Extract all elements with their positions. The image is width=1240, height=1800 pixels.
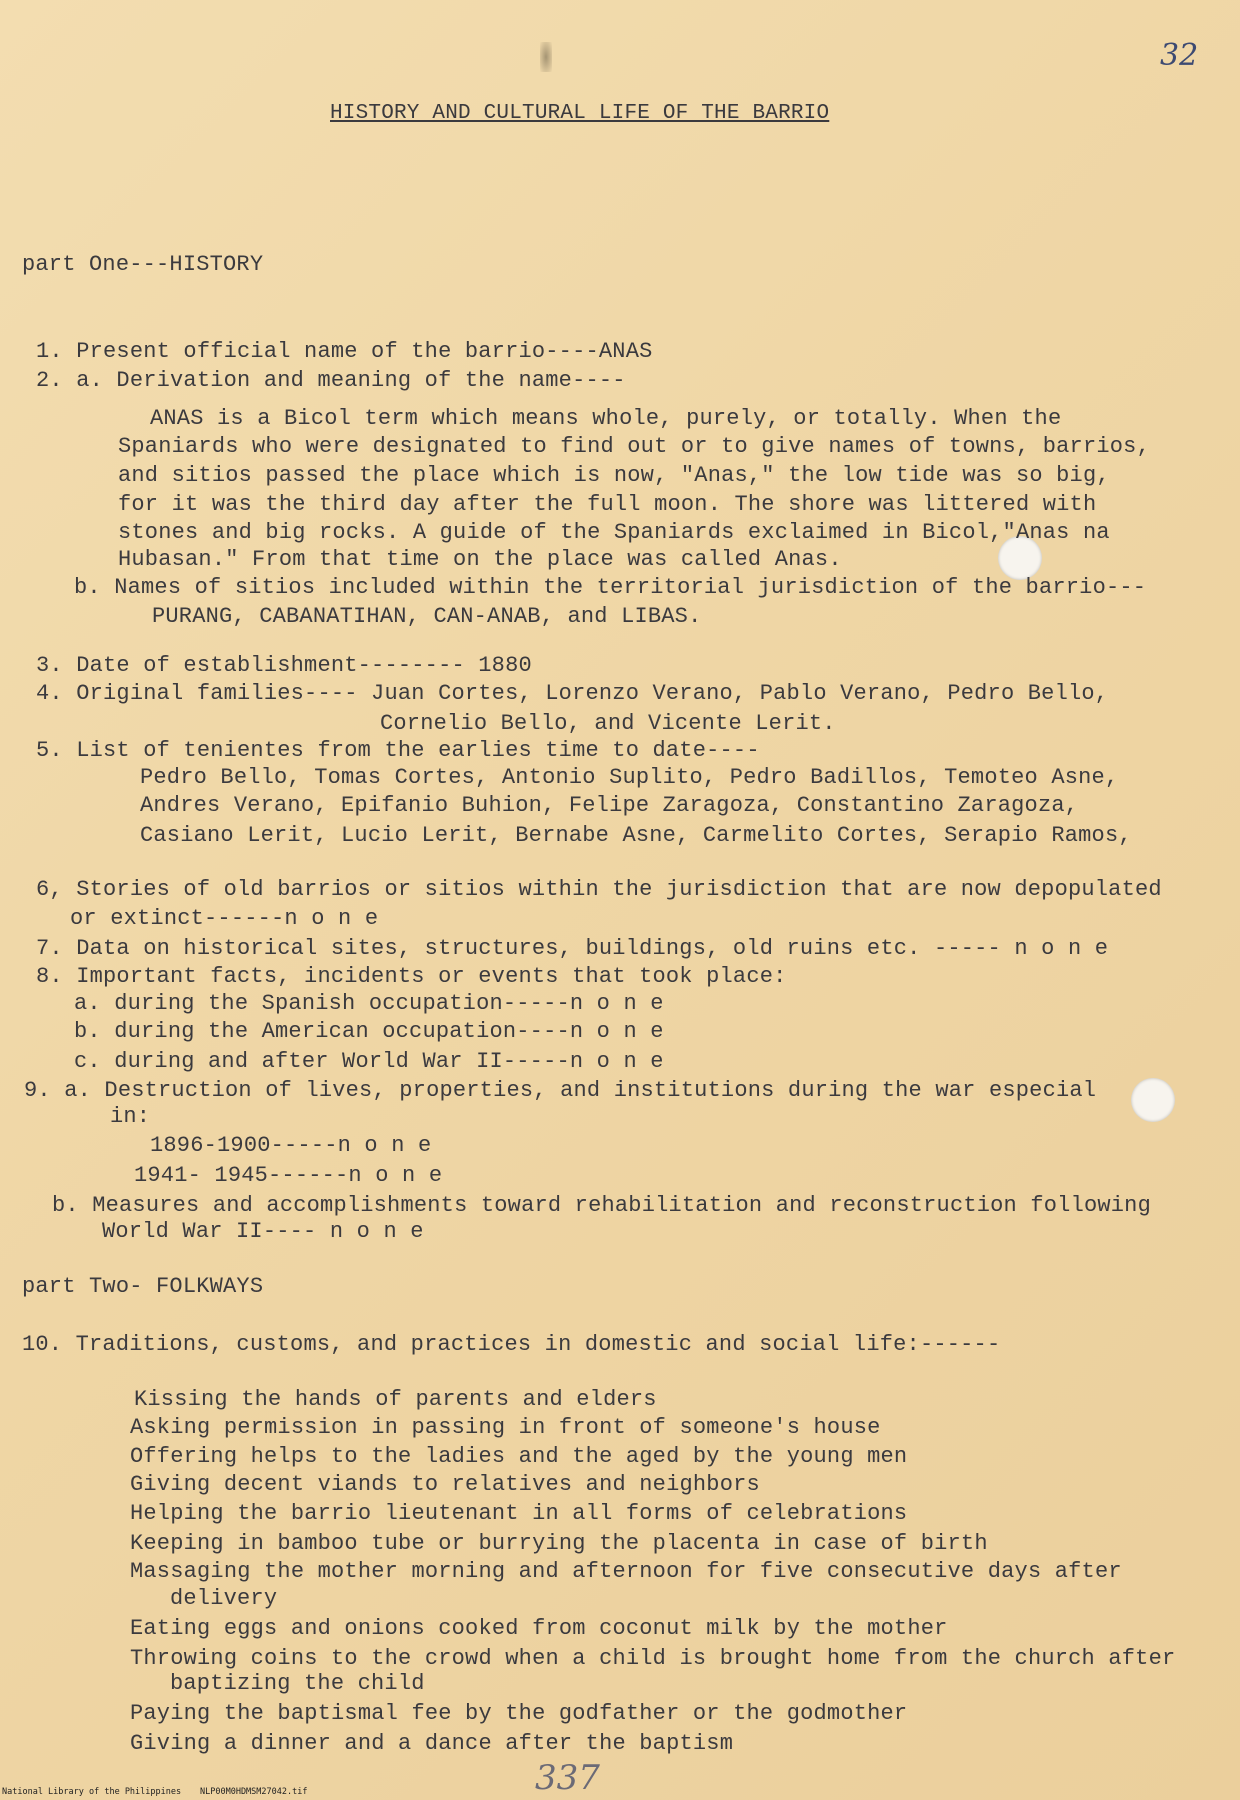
item-9b-continued: World War II---- n o n e [102,1219,424,1244]
item-8b: b. during the American occupation----n o n e [74,1019,664,1044]
custom-item: Throwing coins to the crowd when a child is brought home from the church after [130,1646,1176,1671]
derivation-line: stones and big rocks. A guide of the Spaniards exclaimed in Bicol,"Anas na [118,520,1110,545]
item-10: 10. Traditions, customs, and practices in domestic and social life:------ [22,1332,1001,1357]
tenientes-line: Andres Verano, Epifanio Buhion, Felipe Zaragoza, Constantino Zaragoza, [140,793,1079,818]
derivation-line: for it was the third day after the full moon. The shore was littered with [118,492,1097,517]
custom-item: Kissing the hands of parents and elders [134,1387,657,1412]
page-number: 32 [1160,38,1199,73]
punch-hole-lower [1131,1078,1175,1122]
item-4: 4. Original families---- Juan Cortes, Lorenzo Verano, Pablo Verano, Pedro Bello, [36,681,1109,706]
item-9a-continued: in: [110,1104,151,1129]
item-8: 8. Important facts, incidents or events that took place: [36,964,787,989]
item-3: 3. Date of establishment-------- 1880 [36,653,532,678]
item-6: 6, Stories of old barrios or sitios within the jurisdiction that are now depopulated [36,877,1162,902]
derivation-line: Spaniards who were designated to find out or to give names of towns, barrios, [118,434,1150,459]
derivation-line: Hubasan." From that time on the place was called Anas. [118,547,842,572]
custom-item: Eating eggs and onions cooked from coconut milk by the mother [130,1616,948,1641]
item-8a: a. during the Spanish occupation-----n o n e [74,991,664,1016]
page-title: HISTORY AND CULTURAL LIFE OF THE BARRIO [330,102,830,125]
families-continued: Cornelio Bello, and Vicente Lerit. [380,711,836,736]
custom-item: Offering helps to the ladies and the aged by the young men [130,1444,908,1469]
item-1: 1. Present official name of the barrio----ANAS [36,339,653,364]
footer-library-name: National Library of the Philippines [2,1787,182,1797]
item-5: 5. List of tenientes from the earlies time to date---- [36,738,760,763]
item-6-continued: or extinct------n o n e [70,906,379,931]
custom-item: Asking permission in passing in front of someone's house [130,1415,881,1440]
part-two-heading: part Two- FOLKWAYS [22,1274,264,1299]
custom-item: Paying the baptismal fee by the godfather or the godmother [130,1701,908,1726]
custom-item: Keeping in bamboo tube or burrying the placenta in case of birth [130,1531,988,1556]
custom-item: Giving decent viands to relatives and neighbors [130,1472,760,1497]
tenientes-line: Casiano Lerit, Lucio Lerit, Bernabe Asne, Carmelito Cortes, Serapio Ramos, [140,823,1132,848]
footer-file-id: NLP00M0HDMSM27042.tif [200,1787,308,1797]
custom-item: Helping the barrio lieutenant in all forms of celebrations [130,1501,908,1526]
item-2b: b. Names of sitios included within the territorial jurisdiction of the barrio--- [74,575,1147,600]
item-9a: 9. a. Destruction of lives, properties, and institutions during the war especial [24,1078,1097,1103]
war-period-1896: 1896-1900-----n o n e [150,1133,432,1158]
handwritten-folio-number: 337 [535,1758,600,1798]
custom-item: Massaging the mother morning and afternoon for five consecutive days after [130,1559,1122,1584]
item-7: 7. Data on historical sites, structures, buildings, old ruins etc. ----- n o n e [36,936,1109,961]
item-8c: c. during and after World War II-----n o n e [74,1049,664,1074]
ink-smudge [540,42,552,72]
part-one-heading: part One---HISTORY [22,252,264,277]
custom-item-continued: baptizing the child [170,1671,425,1696]
sitios-list: PURANG, CABANATIHAN, CAN-ANAB, and LIBAS. [152,604,702,629]
derivation-line: ANAS is a Bicol term which means whole, purely, or totally. When the [150,406,1062,431]
custom-item: Giving a dinner and a dance after the baptism [130,1731,734,1756]
custom-item-continued: delivery [170,1586,278,1611]
item-9b: b. Measures and accomplishments toward rehabilitation and reconstruction following [52,1193,1151,1218]
item-2a: 2. a. Derivation and meaning of the name---- [36,368,626,393]
tenientes-line: Pedro Bello, Tomas Cortes, Antonio Suplito, Pedro Badillos, Temoteo Asne, [140,765,1119,790]
derivation-line: and sitios passed the place which is now, "Anas," the low tide was so big, [118,463,1110,488]
war-period-1941: 1941- 1945------n o n e [134,1163,443,1188]
